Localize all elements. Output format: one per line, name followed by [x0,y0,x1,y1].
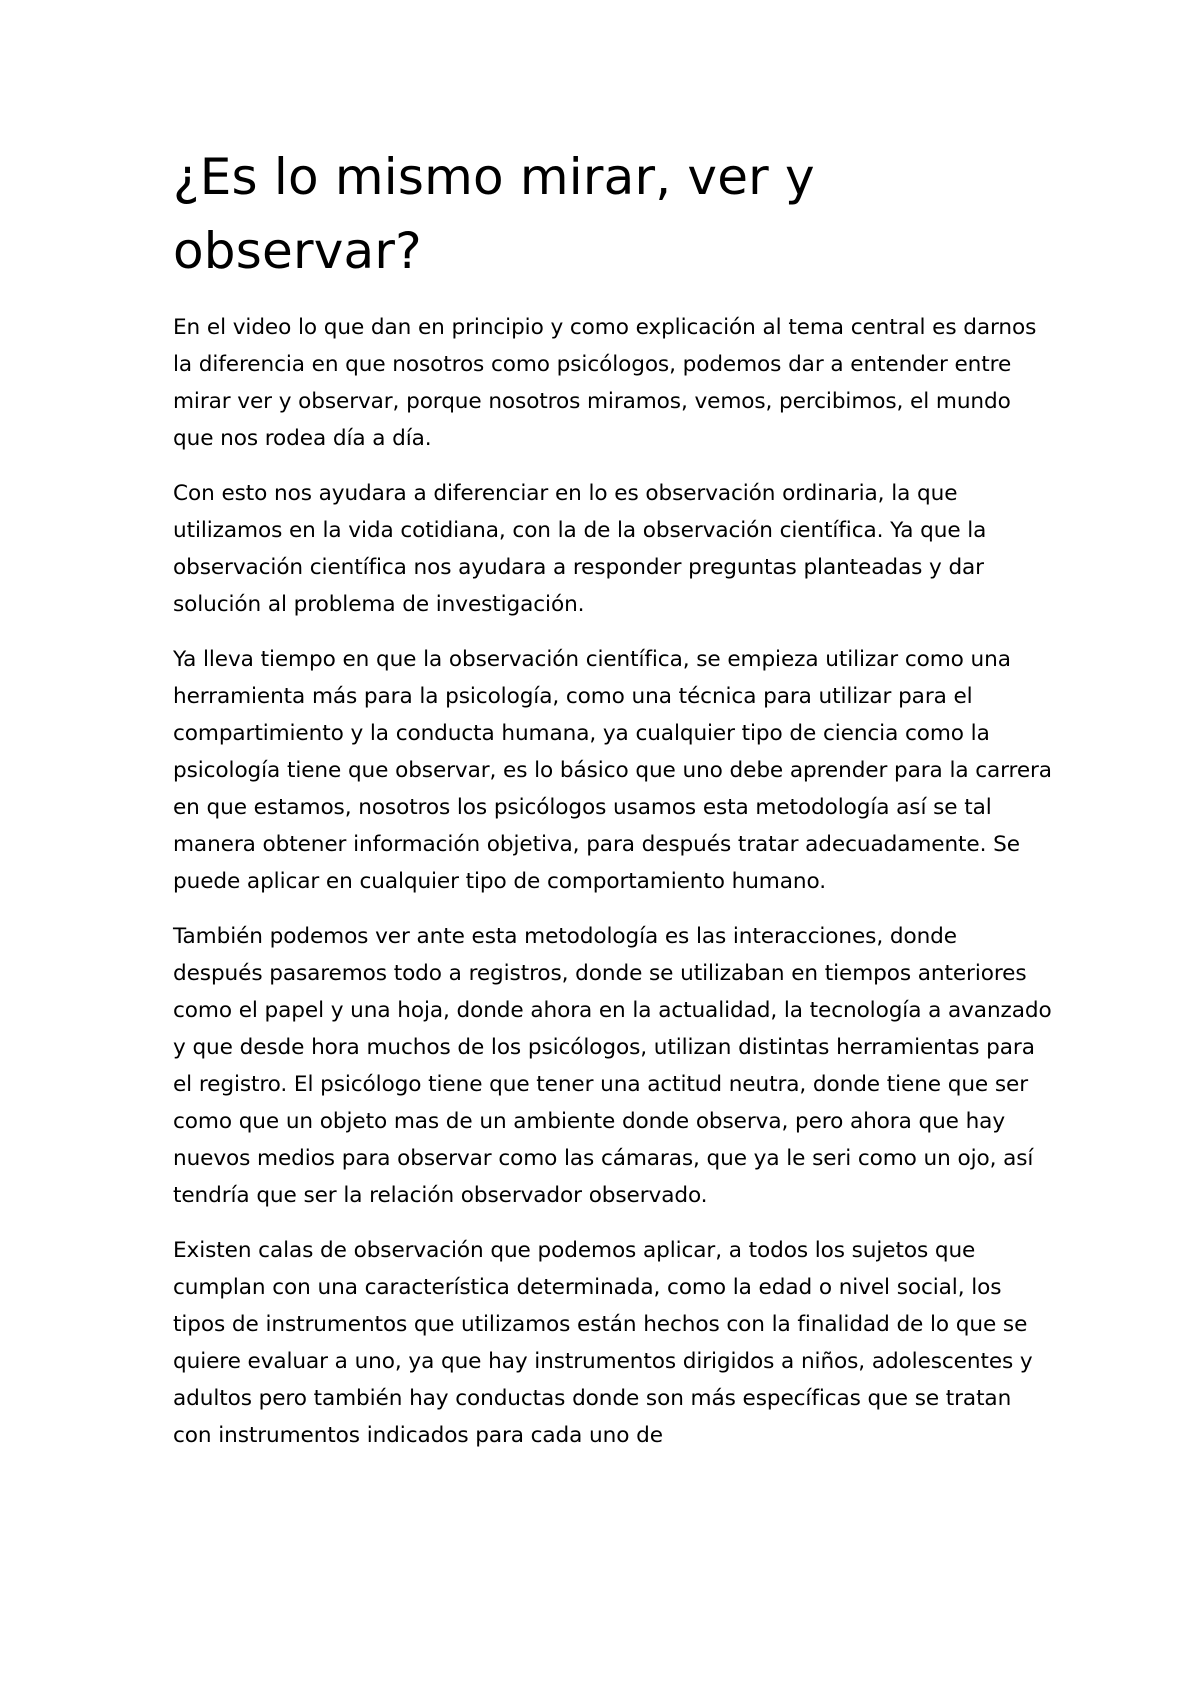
paragraph-1: En el video lo que dan en principio y como explicación al tema central es darnos la diferencia en que nosotros como psicólogos, podemos dar a entender entre mirar ver y observar, porque nosotros miramos, vemos, percibimos, el mundo que nos rodea día a día. [173,315,1037,451]
paragraph-4: También podemos ver ante esta metodología es las interacciones, donde después pasaremos todo a registros, donde se utilizaban en tiempos anteriores como el papel y una hoja, donde ahora en la actualidad, la tecnología a avanzado y que desde hora muchos de los psicólogos, utilizan distintas herramientas para el registro. El psicólogo tiene que tener una actitud neutra, donde tiene que ser como que un objeto mas de un ambiente donde observa, pero ahora que hay nuevos medios para observar como las cámaras, que ya le seri como un ojo, así tendría que ser la relación observador observado. [173,924,1052,1208]
paragraph-3: Ya lleva tiempo en que la observación científica, se empieza utilizar como una herramienta más para la psicología, como una técnica para utilizar para el compartimiento y la conducta humana, ya cualquier tipo de ciencia como la psicología tiene que observar, es lo básico que uno debe aprender para la carrera en que estamos, nosotros los psicólogos usamos esta metodología así se tal manera obtener información objetiva, para después tratar adecuadamente. Se puede aplicar en cualquier tipo de comportamiento humano. [173,647,1052,894]
paragraph-5: Existen calas de observación que podemos aplicar, a todos los sujetos que cumplan con una característica determinada, como la edad o nivel social, los tipos de instrumentos que utilizamos están hechos con la finalidad de lo que se quiere evaluar a uno, ya que hay instrumentos dirigidos a niños, adolescentes y adultos pero también hay conductas donde son más específicas que se tratan con instrumentos indicados para cada uno de [173,1238,1033,1448]
document-body [173,140,1053,1472]
document-title: ¿Es lo mismo mirar, ver y observar? [173,148,815,280]
paragraph-2: Con esto nos ayudara a diferenciar en lo es observación ordinaria, la que utilizamos en la vida cotidiana, con la de la observación científica. Ya que la observación científica nos ayudara a responder preguntas planteadas y dar solución al problema de investigación. [173,481,987,617]
